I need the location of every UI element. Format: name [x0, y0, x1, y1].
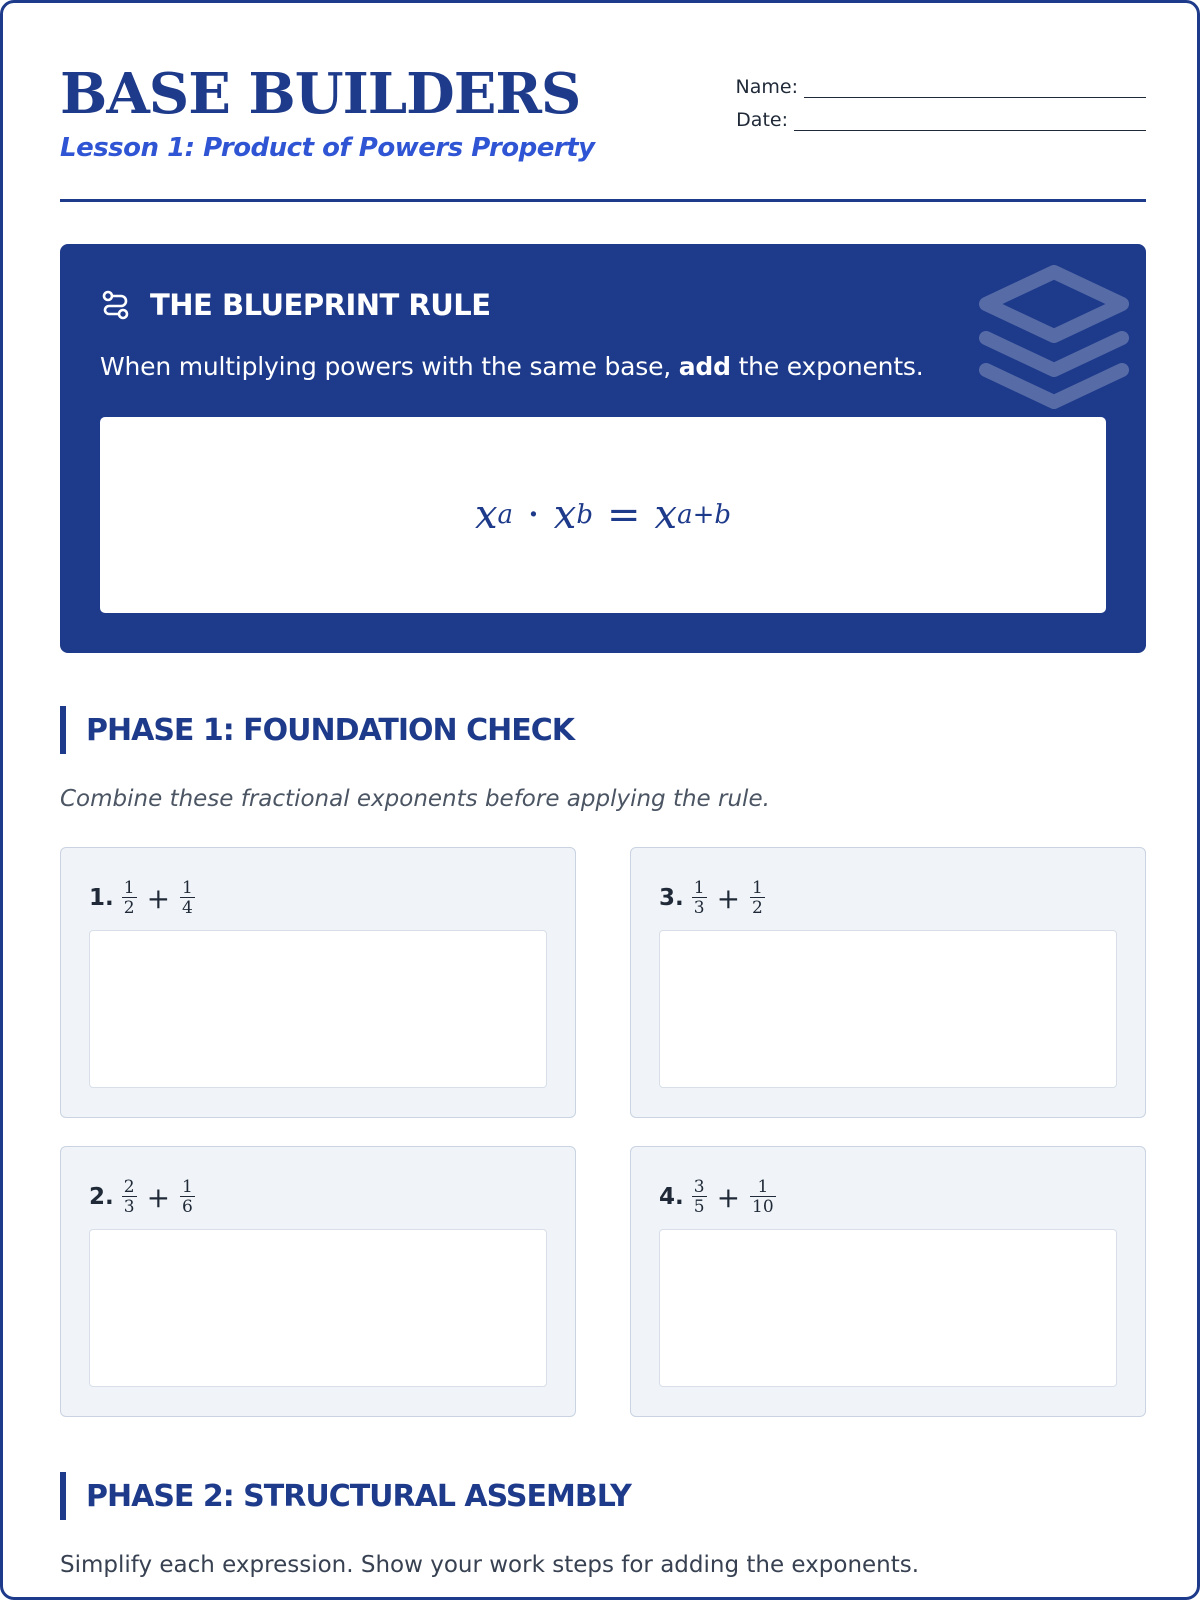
layers-icon [974, 262, 1134, 412]
fraction-denominator: 4 [182, 898, 193, 918]
problem-card [630, 1146, 1146, 1417]
fraction-numerator: 1 [182, 1177, 193, 1197]
formula-dot: · [527, 492, 540, 538]
problem-card [60, 847, 576, 1118]
problem-number: 4. [659, 1184, 684, 1210]
problem-card [630, 847, 1146, 1118]
problem-number: 2. [89, 1184, 114, 1210]
header-divider [60, 199, 1146, 202]
fraction-denominator: 3 [123, 1197, 135, 1217]
route-icon [100, 290, 130, 320]
fraction-denominator: 5 [693, 1197, 705, 1217]
fraction-numerator: 3 [693, 1177, 705, 1197]
phase2-description: Simplify each expression. Show your work steps for adding the exponents. [60, 1552, 920, 1578]
fraction [180, 1178, 195, 1216]
phase1-heading [60, 706, 574, 754]
name-line[interactable] [804, 76, 1146, 98]
plus-sign: + [146, 881, 171, 915]
formula-exp-1: a [497, 500, 514, 530]
formula-exp-result: a+b [677, 500, 732, 530]
fraction-denominator: 6 [182, 1197, 193, 1217]
fraction [750, 879, 765, 917]
fraction [692, 879, 707, 917]
formula-exp-2: b [576, 500, 593, 530]
date-label: Date: [736, 109, 788, 131]
fraction [692, 1178, 707, 1216]
fraction-numerator: 1 [757, 1177, 769, 1197]
fraction [122, 879, 137, 917]
lesson-subtitle: Lesson 1: Product of Powers Property [60, 133, 595, 163]
fraction [180, 879, 195, 917]
fraction [750, 1178, 776, 1216]
fraction [122, 1178, 137, 1216]
problem-label [659, 874, 765, 922]
problem-number: 1. [89, 885, 114, 911]
worksheet-title: BASE BUILDERS [60, 61, 581, 127]
formula-equals: = [607, 492, 641, 538]
problem-card [60, 1146, 576, 1417]
fraction-numerator: 2 [123, 1177, 135, 1197]
date-row [726, 98, 1146, 131]
rule-text-after: the exponents. [730, 352, 924, 381]
worksheet-header [60, 61, 1146, 201]
fraction-denominator: 10 [752, 1197, 774, 1217]
blueprint-rule-card [60, 244, 1146, 653]
problem-label [659, 1173, 776, 1221]
answer-box[interactable] [659, 930, 1117, 1088]
phase2-title: PHASE 2: STRUCTURAL ASSEMBLY [86, 1478, 631, 1514]
student-info [726, 65, 1146, 131]
problem-number: 3. [659, 885, 684, 911]
formula-base-2: x [553, 492, 577, 538]
rule-description [100, 352, 924, 381]
name-label: Name: [735, 76, 798, 98]
formula-base-3: x [654, 492, 678, 538]
fraction-numerator: 1 [123, 878, 135, 898]
fraction-denominator: 2 [123, 898, 135, 918]
plus-sign: + [716, 881, 741, 915]
answer-box[interactable] [89, 1229, 547, 1387]
phase1-title: PHASE 1: FOUNDATION CHECK [86, 712, 574, 748]
answer-box[interactable] [659, 1229, 1117, 1387]
answer-box[interactable] [89, 930, 547, 1088]
phase2-accent-bar [60, 1472, 66, 1520]
formula-base-1: x [474, 492, 498, 538]
problem-label [89, 1173, 195, 1221]
rule-heading-text: THE BLUEPRINT RULE [150, 288, 491, 322]
rule-text-before: When multiplying powers with the same base, [100, 352, 679, 381]
formula-box [100, 417, 1106, 613]
fraction-numerator: 1 [752, 878, 763, 898]
fraction-denominator: 2 [752, 898, 763, 918]
fraction-denominator: 3 [693, 898, 705, 918]
rule-text-bold: add [678, 352, 731, 381]
problem-label [89, 874, 195, 922]
fraction-numerator: 1 [182, 878, 193, 898]
name-row [726, 65, 1146, 98]
plus-sign: + [146, 1180, 171, 1214]
plus-sign: + [716, 1180, 741, 1214]
phase2-heading [60, 1472, 631, 1520]
date-line[interactable] [794, 109, 1146, 131]
phase1-description: Combine these fractional exponents before applying the rule. [60, 786, 770, 812]
rule-heading [100, 288, 491, 322]
phase1-accent-bar [60, 706, 66, 754]
fraction-numerator: 1 [693, 878, 705, 898]
